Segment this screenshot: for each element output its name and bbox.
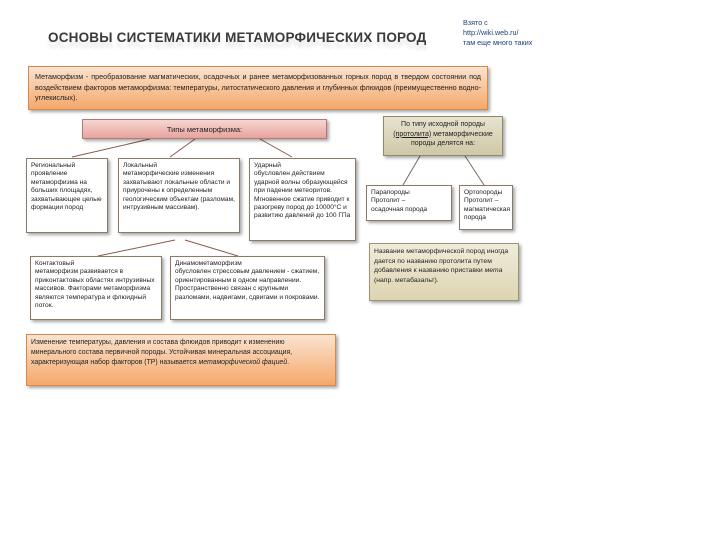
source-line-3: там еще много таких: [463, 38, 533, 47]
definition-box: [28, 66, 488, 110]
conclusion-end: .: [287, 359, 289, 366]
ortho-rocks-box: [459, 185, 513, 230]
type-impact-name: Ударный: [254, 162, 281, 169]
ortho-rocks-name: Ортопороды: [464, 189, 503, 196]
protolith-line-2: метаморфические породы делятся на:: [410, 130, 493, 147]
naming-prefix: мета: [484, 267, 503, 275]
para-rocks-line-2: Протолит –: [371, 197, 406, 205]
protolith-line-1: По типу исходной породы: [401, 121, 485, 128]
source-line-1: Взято с: [463, 18, 488, 27]
conclusion-text: Изменение температуры, давления и состава флюидов приводит к изменению минерального состава первичной породы. Устойчивая минеральная ассоциация, характеризующая набор факторов (ТР) называется: [31, 339, 293, 366]
naming-text: Название метаморфической пород иногда дается по названию протолита путем добавления к названию приставки: [374, 248, 509, 275]
protolith-term: (протолита): [393, 130, 432, 138]
source-link[interactable]: http://wiki.web.ru/: [463, 28, 519, 37]
type-regional-text: проявление метаморфизма на больших площадях, захватывающее целые формации пород: [31, 170, 102, 212]
protolith-header: [383, 116, 503, 156]
connector-ortho: [465, 156, 484, 185]
para-rocks-line-3: осадочная порода: [371, 205, 428, 213]
types-header: Типы метаморфизма:: [82, 119, 327, 139]
type-contact-name: Контактовый: [35, 260, 75, 267]
naming-box: [369, 243, 519, 301]
type-contact-text: метаморфизм развивается в приконтактовых областях интрузивных массивов. Факторами метаморфизма являются температура и флюидный поток.: [35, 268, 155, 310]
type-contact: [30, 256, 162, 320]
connector-dynamo: [185, 240, 238, 256]
type-local-text: метаморфические изменения захватывают локальные области и приурочены к определенным геологическим объектам (разломам, интрузивным массивам).: [123, 170, 235, 212]
connector-para: [403, 156, 420, 185]
type-dynamo-text: обусловлен стрессовым давлением - сжатием, ориентированным в одном направлении. Пространственно связан с крупными разломами, надвигами, сдвигами и покровами.: [175, 268, 320, 301]
connector-impact: [260, 139, 292, 157]
para-rocks-box: [366, 185, 452, 221]
definition-term: Метаморфизм: [35, 72, 84, 81]
type-impact: [249, 158, 356, 241]
definition-text: - преобразование магматических, осадочных и ранее метаморфизованных горных пород в твердом состоянии под воздействием факторов метаморфизма: температуры, литостатического давления и глубинных флюидов (преимущественно водно-углекислых).: [35, 72, 481, 102]
para-rocks-name: Парапороды: [371, 189, 410, 196]
connector-local: [170, 139, 195, 157]
type-regional: [26, 158, 108, 233]
connector-contact: [98, 240, 175, 256]
type-local-name: Локальный: [123, 162, 158, 169]
ortho-rocks-line-2: Протолит –: [464, 197, 499, 205]
naming-example: (напр. метабазальт).: [374, 276, 439, 284]
type-impact-text: обусловлен действием ударной волны образующейся при падении метеоритов. Мгновенное сжатие приводит к разогреву пород до 10000°С и развитию давлений до 100 ГПа: [254, 170, 351, 220]
ortho-rocks-line-3: магматическая порода: [464, 205, 511, 222]
type-regional-name: Региональный: [31, 162, 76, 169]
connector-regional: [72, 139, 150, 157]
page-title: ОСНОВЫ СИСТЕМАТИКИ МЕТАМОРФИЧЕСКИХ ПОРОД: [48, 30, 427, 45]
type-local: [118, 158, 240, 233]
type-dynamo-name: Динамометаморфизм: [175, 260, 242, 267]
conclusion-box: [26, 334, 336, 386]
type-dynamo: [170, 256, 325, 320]
facies-term: метаморфической фацией: [198, 359, 288, 366]
